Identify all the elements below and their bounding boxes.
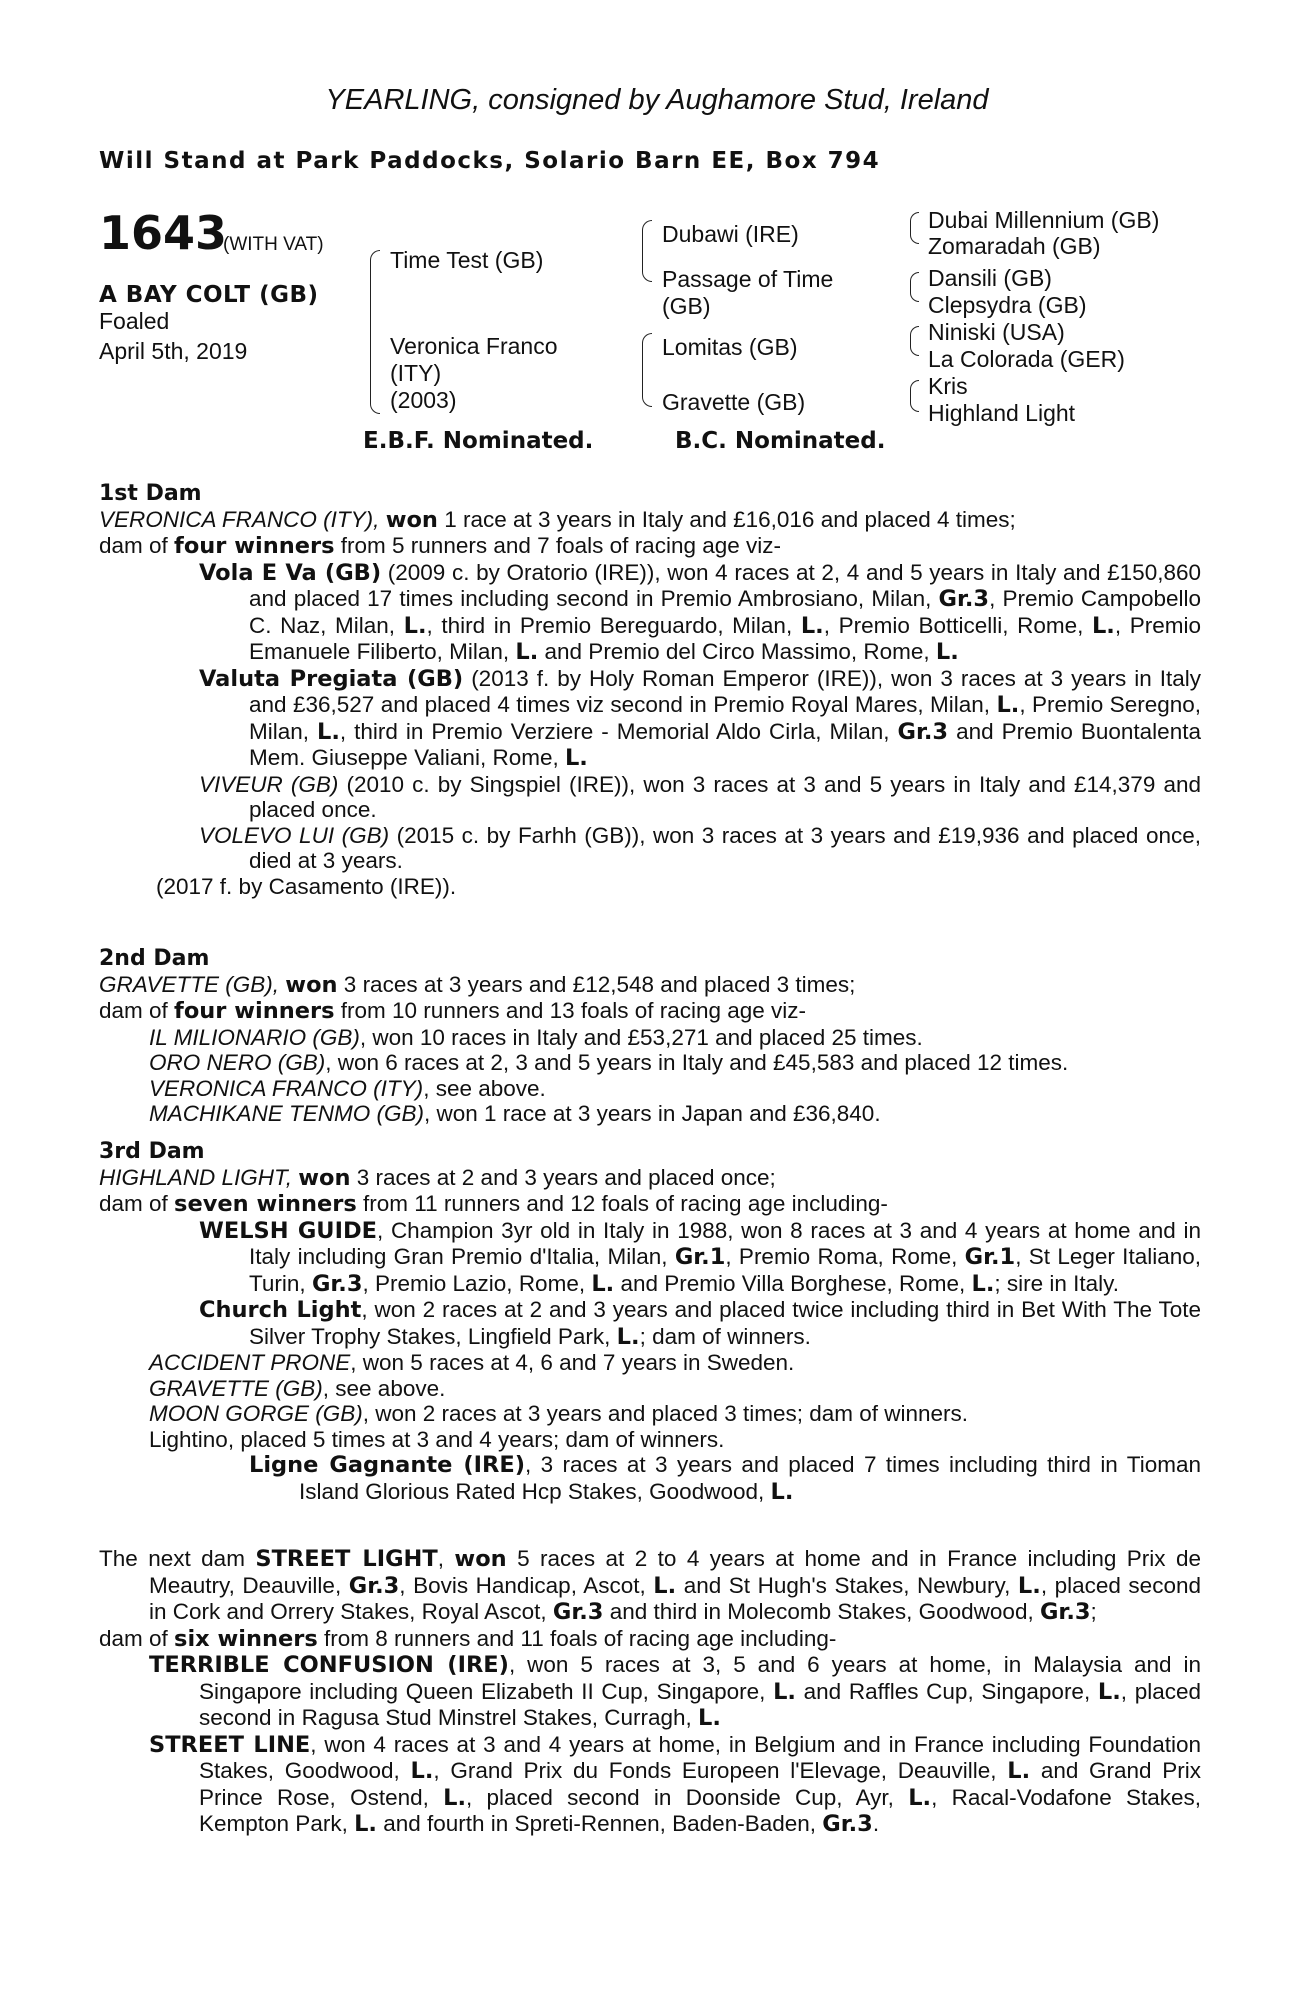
lot-title: A BAY COLT (GB) bbox=[99, 282, 319, 308]
bracket-gen3-d bbox=[910, 380, 919, 412]
ped-sds: Dansili (GB) bbox=[928, 265, 1052, 291]
ped-dss: Niniski (USA) bbox=[928, 319, 1065, 345]
first-dam-section bbox=[99, 481, 1201, 899]
produce-entry: Lightino, placed 5 times at 3 and 4 years; dam of winners. bbox=[149, 1426, 725, 1452]
ped-dam-sire: Lomitas (GB) bbox=[662, 334, 798, 360]
ped-dam-name: Veronica Franco bbox=[390, 333, 558, 359]
produce-entry: VOLEVO LUI (GB) (2015 c. by Farhh (GB)), won 3 races at 3 years and £19,936 and placed once, died at 3 years. bbox=[199, 822, 1201, 873]
produce-entry: ACCIDENT PRONE, won 5 races at 4, 6 and 7 years in Sweden. bbox=[149, 1350, 795, 1375]
produce-entry: MACHIKANE TENMO (GB), won 1 race at 3 years in Japan and £36,840. bbox=[149, 1101, 881, 1126]
ebf-nominated: E.B.F. Nominated. bbox=[363, 428, 594, 454]
produce-entry: VIVEUR (GB) (2010 c. by Singspiel (IRE)), won 3 races at 3 and 5 years in Italy and £14,379 and placed once. bbox=[199, 771, 1201, 822]
dam-summary: The next dam STREET LIGHT, won 5 races at 2 to 4 years at home and in France including Prix de Meautry, Deauville, Gr.3, Bovis Handicap, Ascot, L. and St Hugh's Stakes, Newbury, L., placed second in Cork and Orrery Stakes, Royal Ascot, Gr.3 and third in Molecomb Stakes, Goodwood, Gr.3; bbox=[99, 1546, 1201, 1625]
next-dam-section bbox=[99, 1546, 1201, 1838]
dam-summary: VERONICA FRANCO (ITY), won 1 race at 3 years in Italy and £16,016 and placed 4 times; bbox=[99, 506, 1016, 533]
ped-dam-year: (2003) bbox=[390, 387, 457, 413]
produce-entry: Vola E Va (GB) (2009 c. by Oratorio (IRE)), won 4 races at 2, 4 and 5 years in Italy and £150,860 and placed 17 times including second in Premio Ambrosiano, Milan, Gr.3, Premio Campobello C. Naz, Milan, L., third in Premio Bereguardo, Milan, L., Premio Botticelli, Rome, L., Premio Emanuele Filiberto, Milan, L. and Premio del Circo Massimo, Rome, L. bbox=[199, 559, 1201, 665]
bracket-gen1 bbox=[370, 250, 380, 414]
bracket-gen3-b bbox=[910, 272, 919, 302]
ped-sire-dam-name: Passage of Time bbox=[662, 266, 834, 292]
ped-sss: Dubai Millennium (GB) bbox=[928, 207, 1160, 233]
dam-produce-summary: dam of four winners from 10 runners and 13 foals of racing age viz- bbox=[99, 998, 807, 1024]
bracket-gen3-a bbox=[910, 212, 919, 244]
ped-dds: Kris bbox=[928, 373, 968, 399]
ped-sire-dam-country: (GB) bbox=[662, 293, 711, 319]
bracket-gen2-sire bbox=[642, 220, 652, 282]
ped-dam-dam: Gravette (GB) bbox=[662, 389, 806, 415]
dam-summary: GRAVETTE (GB), won 3 races at 3 years and £12,548 and placed 3 times; bbox=[99, 971, 856, 998]
stand-location: Will Stand at Park Paddocks, Solario Barn EE, Box 794 bbox=[99, 148, 881, 174]
dam-produce-summary: dam of four winners from 5 runners and 7 foals of racing age viz- bbox=[99, 533, 782, 559]
foaled-info bbox=[99, 306, 247, 366]
produce-entry: TERRIBLE CONFUSION (IRE), won 5 races at 3, 5 and 6 years at home, in Malaysia and in Singapore including Queen Elizabeth II Cup, Singapore, L. and Raffles Cup, Singapore, L., placed second in Ragusa Stud Minstrel Stakes, Curragh, L. bbox=[149, 1652, 1201, 1731]
bracket-gen3-c bbox=[910, 326, 919, 356]
ped-ssd: Zomaradah (GB) bbox=[928, 233, 1101, 259]
produce-entry: WELSH GUIDE, Champion 3yr old in Italy in 1988, won 8 races at 3 and 4 years at home and in Italy including Gran Premio d'Italia, Milan, Gr.1, Premio Roma, Rome, Gr.1, St Leger Italiano, Turin, Gr.3, Premio Lazio, Rome, L. and Premio Villa Borghese, Rome, L.; sire in Italy. bbox=[199, 1217, 1202, 1297]
ped-ddd: Highland Light bbox=[928, 400, 1076, 426]
produce-entry: VERONICA FRANCO (ITY), see above. bbox=[149, 1075, 546, 1101]
vat-note: (WITH VAT) bbox=[223, 234, 324, 255]
produce-entry: Church Light, won 2 races at 2 and 3 years and placed twice including third in Bet With The Tote Silver Trophy Stakes, Lingfield Park, L.; dam of winners. bbox=[199, 1297, 1201, 1350]
ped-sire: Time Test (GB) bbox=[390, 247, 544, 273]
section-heading: 1st Dam bbox=[99, 481, 202, 506]
section-heading: 3rd Dam bbox=[99, 1139, 205, 1164]
dam-summary: HIGHLAND LIGHT, won 3 races at 2 and 3 years and placed once; bbox=[99, 1164, 776, 1191]
foaled-label: Foaled bbox=[99, 308, 170, 334]
second-dam-section bbox=[99, 946, 1201, 1127]
bc-nominated: B.C. Nominated. bbox=[675, 428, 886, 454]
lot-number: 1643 bbox=[99, 206, 228, 260]
produce-entry: Ligne Gagnante (IRE), 3 races at 3 years and placed 7 times including third in Tioman Island Glorious Rated Hcp Stakes, Goodwood, L. bbox=[249, 1452, 1201, 1505]
ped-dam bbox=[390, 333, 557, 414]
ped-dsd: La Colorada (GER) bbox=[928, 346, 1125, 372]
produce-entry: MOON GORGE (GB), won 2 races at 3 years and placed 3 times; dam of winners. bbox=[149, 1401, 969, 1426]
dam-produce-summary: dam of seven winners from 11 runners and 12 foals of racing age including- bbox=[99, 1191, 888, 1217]
consignment-line: YEARLING, consigned by Aughamore Stud, Ireland bbox=[325, 84, 989, 116]
ped-sdd: Clepsydra (GB) bbox=[928, 292, 1087, 318]
third-dam-section bbox=[99, 1139, 1201, 1505]
produce-entry: GRAVETTE (GB), see above. bbox=[149, 1375, 446, 1401]
foaled-date: April 5th, 2019 bbox=[99, 338, 248, 364]
produce-entry: Valuta Pregiata (GB) (2013 f. by Holy Roman Emperor (IRE)), won 3 races at 3 years in Italy and £36,527 and placed 4 times viz second in Premio Royal Mares, Milan, L., Premio Seregno, Milan, L., third in Premio Verziere - Memorial Aldo Cirla, Milan, Gr.3 and Premio Buontalenta Mem. Giuseppe Valiani, Rome, L. bbox=[199, 665, 1202, 771]
produce-entry: IL MILIONARIO (GB), won 10 races in Italy and £53,271 and placed 25 times. bbox=[149, 1024, 923, 1050]
bracket-gen2-dam bbox=[642, 333, 652, 407]
ped-dam-country: (ITY) bbox=[390, 360, 442, 386]
ped-sire-sire: Dubawi (IRE) bbox=[662, 221, 799, 247]
dam-produce-summary: dam of six winners from 8 runners and 11 foals of racing age including- bbox=[99, 1625, 837, 1652]
produce-entry: ORO NERO (GB), won 6 races at 2, 3 and 5 years in Italy and £45,583 and placed 12 times. bbox=[149, 1050, 1069, 1075]
produce-entry: (2017 f. by Casamento (IRE)). bbox=[156, 873, 457, 899]
produce-entry: STREET LINE, won 4 races at 3 and 4 years at home, in Belgium and in France including Foundation Stakes, Goodwood, L., Grand Prix du Fonds Europeen l'Elevage, Deauville, L. and Grand Prix Prince Rose, Ostend, L., placed second in Doonside Cup, Ayr, L., Racal-Vodafone Stakes, Kempton Park, L. and fourth in Spreti-Rennen, Baden-Baden, Gr.3. bbox=[149, 1731, 1202, 1837]
section-heading: 2nd Dam bbox=[99, 946, 210, 971]
ped-sire-dam bbox=[662, 266, 833, 320]
